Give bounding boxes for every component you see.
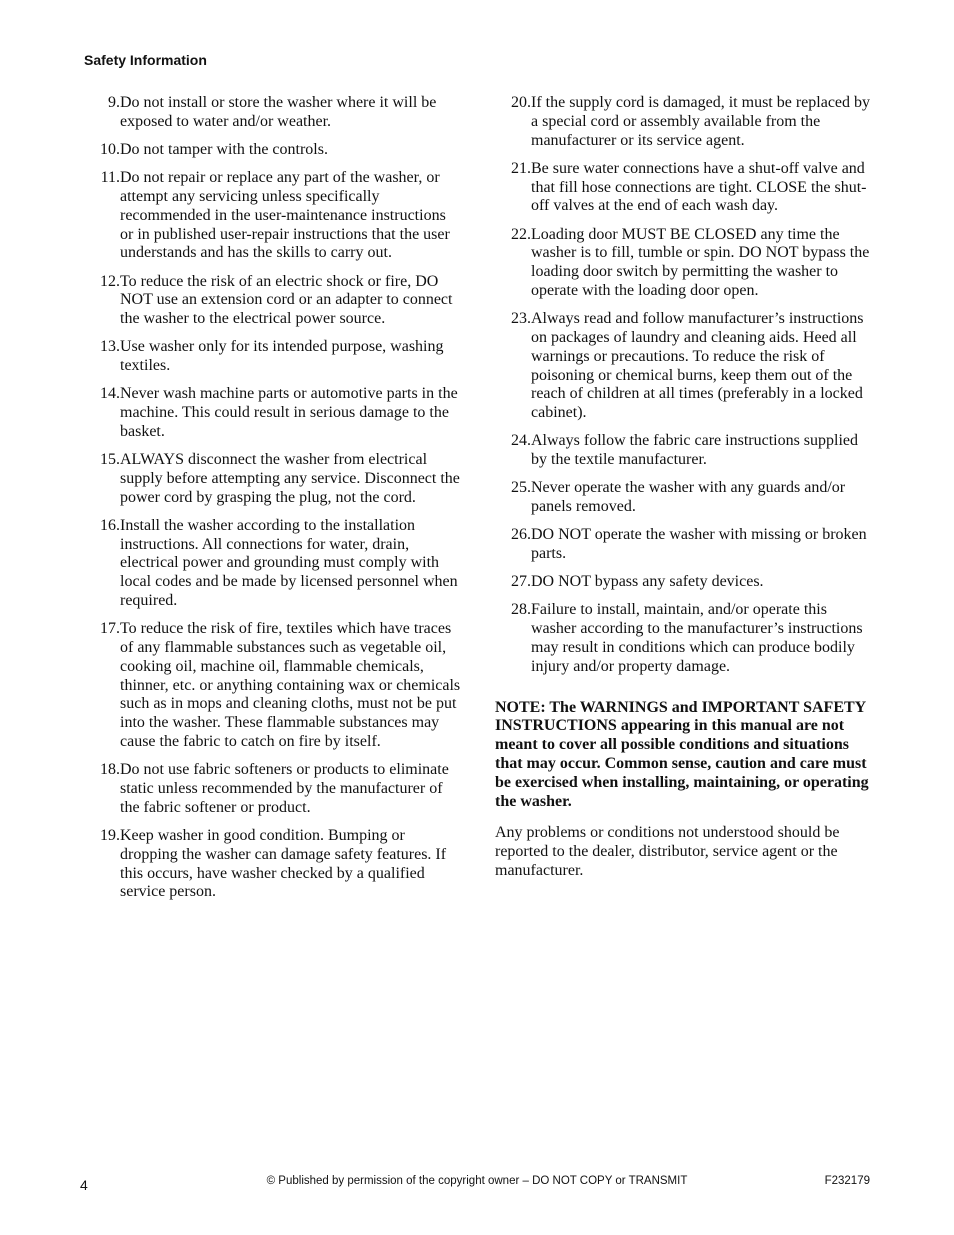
item-text: To reduce the risk of an electric shock or fire, DO NOT use an extension cord or an adapter to connect the washer to the electrical power source. [120, 272, 453, 328]
item-text: DO NOT bypass any safety devices. [531, 573, 764, 591]
item-number [84, 620, 120, 752]
item-number [84, 141, 120, 160]
page-number: 4 [80, 1177, 88, 1193]
item-number-text: 20. [511, 94, 531, 111]
item-number-text: 26. [511, 526, 531, 544]
item-number-text: 23. [511, 310, 531, 328]
item-text: Do not tamper with the controls. [120, 140, 328, 158]
safety-list-item [84, 385, 462, 441]
item-number-text: 17. [100, 620, 120, 638]
item-number [495, 526, 531, 564]
safety-list-item [84, 338, 462, 376]
safety-list-item [84, 827, 462, 902]
item-number-text: 15. [100, 451, 120, 469]
item-number-text: 16. [100, 516, 120, 534]
item-text: Failure to install, maintain, and/or operate this washer according to the manufacturer’s instructions may result in conditions which can produce bodily injury and/or property damage. [531, 601, 863, 675]
item-number [495, 479, 531, 517]
item-number [495, 160, 531, 216]
item-number-text: 24. [511, 432, 531, 450]
left-column [84, 94, 462, 912]
safety-list-item [495, 160, 870, 216]
item-number [495, 573, 531, 592]
item-text: Do not repair or replace any part of the washer, or attempt any servicing unless specifically recommended in the user-maintenance instructions or in published user-repair instructions that the user understands and has the skills to carry out. [120, 169, 450, 262]
item-text: Do not install or store the washer where it will be exposed to water and/or weather. [120, 94, 437, 130]
item-number-text: 27. [511, 573, 531, 591]
closing-paragraph: Any problems or conditions not understood should be reported to the dealer, distributor, service agent or the manufacturer. [495, 824, 840, 880]
item-number-text: 14. [100, 385, 120, 403]
item-text: Be sure water connections have a shut-off valve and that fill hose connections are tight. CLOSE the shut-off valves at the end of each wash day. [531, 159, 867, 215]
safety-list-item [495, 432, 870, 470]
item-text: Always follow the fabric care instructions supplied by the textile manufacturer. [531, 432, 859, 469]
item-number-text: 12. [100, 272, 120, 290]
item-text: Loading door MUST BE CLOSED any time the washer is to fill, tumble or spin. DO NOT bypass the loading door switch by permitting the washer to operate with the loading door open. [531, 225, 870, 299]
item-number-text: 11. [100, 169, 120, 187]
item-text: Install the washer according to the installation instructions. All connections for water, drain, electrical power and grounding must comply with local codes and be made by licensed personnel when required. [120, 516, 458, 610]
safety-list-item [495, 573, 870, 592]
item-text: ALWAYS disconnect the washer from electrical supply before attempting any service. Disconnect the power cord by grasping the plug, not the cord. [120, 451, 460, 506]
safety-list-item [84, 451, 462, 507]
safety-list-item [495, 526, 870, 564]
section-title: Safety Information [84, 52, 207, 68]
item-number [84, 273, 120, 329]
safety-list-item [495, 601, 870, 676]
safety-list-item [495, 94, 870, 150]
safety-list-item [495, 479, 870, 517]
item-number-text: 28. [511, 601, 531, 619]
item-number [84, 94, 120, 132]
right-safety-list [495, 94, 870, 677]
left-safety-list [84, 94, 462, 902]
item-text: Always read and follow manufacturer’s instructions on packages of laundry and cleaning aids. Heed all warnings or precautions. To reduce the risk of poisoning or chemical burns, keep them out of the reach of children at all times (preferably in a locked cabinet). [531, 310, 864, 422]
item-text: Never operate the washer with any guards and/or panels removed. [531, 479, 846, 516]
safety-list-item [84, 141, 462, 160]
safety-list-item [495, 226, 870, 301]
item-number-text: 9. [108, 94, 120, 111]
item-number-text: 13. [100, 338, 120, 356]
item-number [495, 310, 531, 423]
item-text: Keep washer in good condition. Bumping or dropping the washer can damage safety features. If this occurs, have washer checked by a qualified service person. [120, 827, 447, 901]
page-footer [0, 1175, 954, 1195]
item-text: To reduce the risk of fire, textiles which have traces of any flammable substances such as vegetable oil, cooking oil, machine oil, flammable chemicals, thinner, etc. or anything containing wax or chemicals such as in mops and cleaning cloths, must not be put into the washer. These flammable substances may cause the fabric to catch on fire by itself. [120, 620, 461, 751]
item-number-text: 18. [100, 761, 120, 779]
item-number [495, 432, 531, 470]
item-text: Do not use fabric softeners or products to eliminate static unless recommended by the manufacturer of the fabric softener or product. [120, 761, 449, 816]
item-number [84, 517, 120, 611]
item-number [84, 385, 120, 441]
safety-note: NOTE: The WARNINGS and IMPORTANT SAFETY INSTRUCTIONS appearing in this manual are not meant to cover all possible conditions and situations that may occur. Common sense, caution and care must be exercised when installing, maintaining, or operating the washer. [495, 698, 869, 810]
item-number [84, 451, 120, 507]
safety-list-item [84, 169, 462, 263]
item-number-text: 19. [100, 827, 120, 844]
safety-list-item [84, 273, 462, 329]
item-number [84, 169, 120, 263]
item-text: Never wash machine parts or automotive parts in the machine. This could result in serious damage to the basket. [120, 385, 458, 440]
safety-list-item [84, 94, 462, 132]
item-number [495, 94, 531, 150]
safety-list-item [84, 761, 462, 817]
item-text: If the supply cord is damaged, it must be replaced by a special cord or assembly available from the manufacturer or its service agent. [531, 94, 871, 149]
item-number-text: 22. [511, 225, 531, 243]
item-number [84, 827, 120, 902]
safety-list-item [495, 310, 870, 423]
item-number [84, 338, 120, 376]
item-text: DO NOT operate the washer with missing or broken parts. [531, 526, 867, 563]
safety-list-item [84, 517, 462, 611]
right-column [495, 94, 870, 881]
document-code: F232179 [824, 1175, 870, 1187]
item-number [495, 226, 531, 301]
safety-list-item [84, 620, 462, 752]
item-number-text: 25. [511, 479, 531, 497]
item-number-text: 10. [100, 140, 120, 158]
item-number [495, 601, 531, 676]
item-number [84, 761, 120, 817]
item-number-text: 21. [511, 159, 531, 177]
item-text: Use washer only for its intended purpose, washing textiles. [120, 338, 444, 375]
copyright-notice: © Published by permission of the copyright owner – DO NOT COPY or TRANSMIT [266, 1175, 688, 1187]
